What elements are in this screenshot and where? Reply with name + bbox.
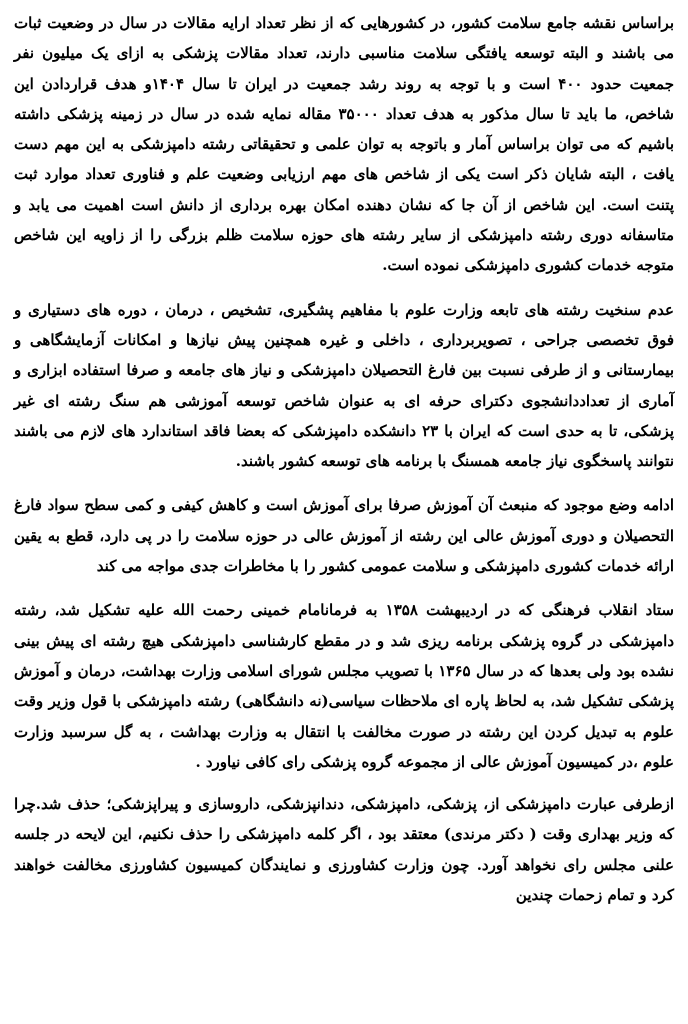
paragraph-cultural-revolution: ستاد انقلاب فرهنگی که در اردیبهشت ۱۳۵۸ به فرمانامام خمینی رحمت الله علیه تشکیل شد، رشته دامپزشکی در گروه پزشکی برنامه ریزی شد و در مقطع کارشناسی دامپزشکی هیچ رشته ای پیش بینی نشده بود ولی بعدها که در سال ۱۳۶۵ با تصویب مجلس شورای اسلامی وزارت بهداشت، درمان و آموزش پزشکی تشکیل شد، به لحاظ پاره ای ملاحظات سیاسی(نه دانشگاهی) رشته دامپزشکی با قول وزیر وقت علوم به تبدیل کردن این رشته در صورت مخالفت با انتقال به وزارت بهداشت ، به گل سرسبد وزارت علوم ،در کمیسیون آموزش عالی از مجموعه گروه پزشکی رای کافی نیاورد . bbox=[14, 601, 674, 771]
paragraph-current-situation: ادامه وضع موجود که منبعث آن آموزش صرفا برای آموزش است و کاهش کیفی و کمی سطح سواد فارغ التحصیلان و دوری آموزش عالی این رشته از آموزش عالی در حوزه سلامت را در پی دارد، قطع به یقین ارائه خدمات کشوری دامپزشکی و سلامت عمومی کشور را با مخاطرات جدی مواجه می کند bbox=[14, 496, 674, 576]
paragraph-article-index: براساس نقشه جامع سلامت کشور، در کشورهایی که از نظر تعداد ارایه مقالات در سال در وضعیت ثبات می باشند و البته توسعه یافتگی سلامت مناسبی دارند، تعداد مقالات پزشکی به ازای یک میلیون نفر جمعیت حدود ۴۰۰ است و با توجه به روند رشد جمعیت در ایران تا سال ۱۴۰۴و هدف قراردادن این شاخص، ما باید تا سال مذکور به هدف تعداد ۳۵۰۰۰ مقاله نمایه شده در سال در زمینه پزشکی داشته باشیم که می توان براساس آمار و باتوجه به توان علمی و تحقیقاتی رشته دامپزشکی به این مهم دست یافت ، البته شایان ذکر است یکی از شاخص های مهم ارزیابی وضعیت علم و فناوری تعداد موارد ثبت پتنت است. این شاخص از آن جا که نشان دهنده امکان بهره برداری از دانش است اهمیت می یابد و متاسفانه دوری رشته دامپزشکی از سایر رشته های حوزه سلامت ظلم بزرگی را از زاویه این شاخص متوجه خدمات کشوری دامپزشکی نموده است. bbox=[14, 14, 675, 275]
paragraph-ministry-mismatch: عدم سنخیت رشته های تابعه وزارت علوم با مفاهیم پشگیری، تشخیص ، درمان ، دوره های دستیاری و فوق تخصصی جراحی ، تصویربرداری ، داخلی و غیره همچنین پیش نیازها و امکانات آزمایشگاهی و بیمارستانی و از طرفی نسبت بین فارغ التحصیلان دامپزشکی و نیاز های جامعه و صرفا استفاده ابزاری و آماری از تعداددانشجوی دکترای حرفه ای به عنوان شاخص توسعه آموزشی هم سنگ رشته ای غیر پزشکی، تا به حدی است که ایران با ۲۳ دانشکده دامپزشکی که بعضا فاقد استاندارد های لازم می باشند نتوانند پاسخگوی نیاز جامعه همسنگ با برنامه های توسعه کشور باشند. bbox=[14, 300, 674, 471]
paragraph-term-removal: ازطرفی عبارت دامپزشکی از، پزشکی، دامپزشکی، دندانپزشکی، داروسازی و پیراپزشکی؛ حذف شد.چرا که وزیر بهداری وقت ( دکتر مرندی) معتقد بود ، اگر کلمه دامپزشکی را حذف نکنیم، این لایحه در جلسه علنی مجلس رای نخواهد آورد. چون وزارت کشاورزی و نمایندگان کمیسیون کشاورزی مخالفت خواهند کرد و تمام زحمات چندین bbox=[14, 795, 674, 905]
